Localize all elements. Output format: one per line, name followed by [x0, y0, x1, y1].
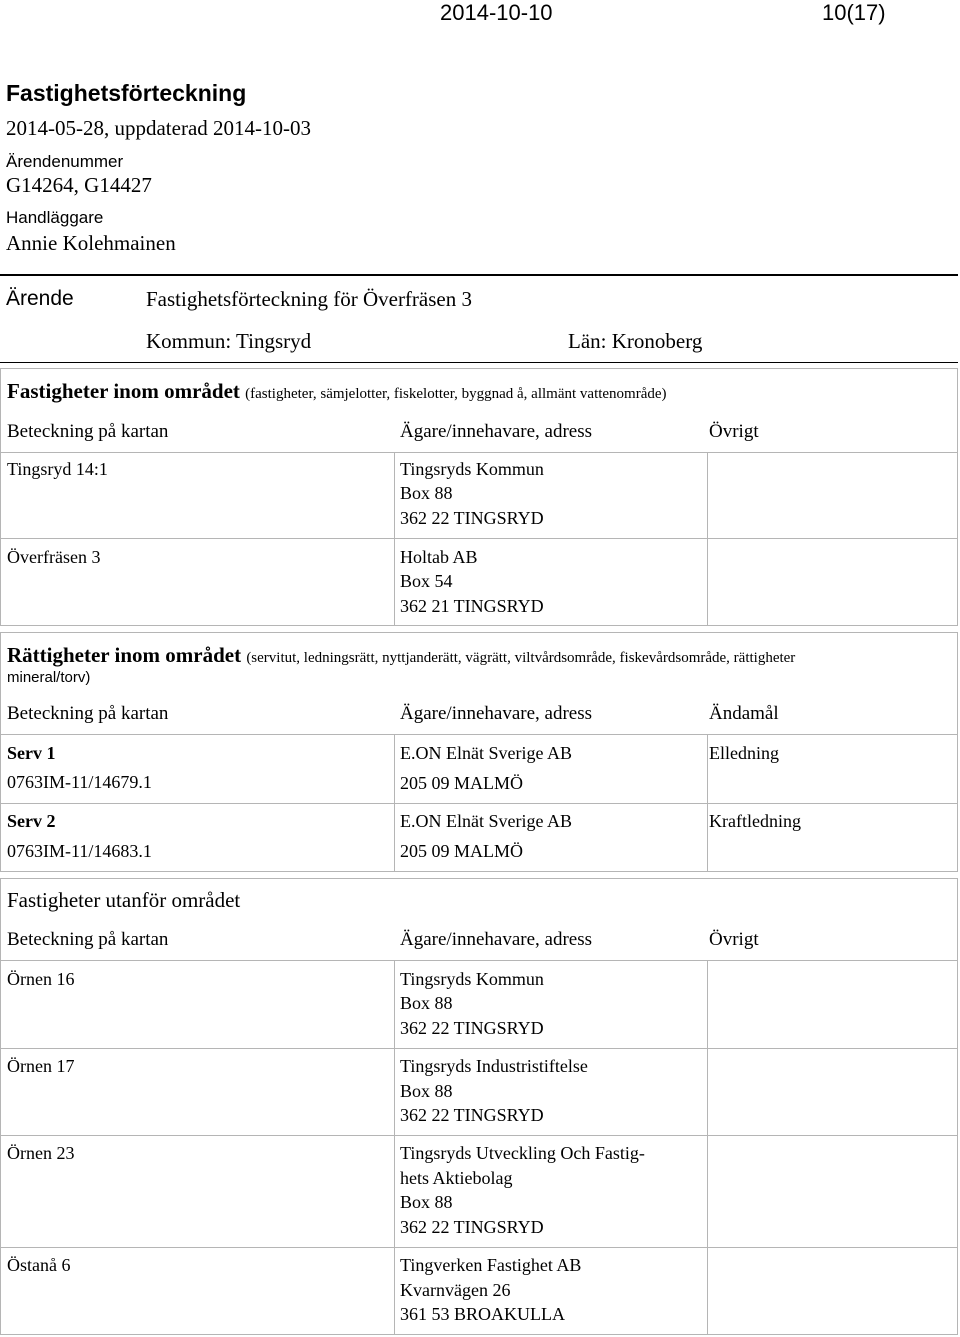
owner-line: 361 53 BROAKULLA [400, 1304, 565, 1324]
section-inside [0, 368, 958, 626]
owner-line: 362 22 TINGSRYD [400, 1217, 544, 1237]
property-name: Örnen 23 [7, 1143, 75, 1163]
owner-line: 362 22 TINGSRYD [400, 508, 544, 528]
owner-line: Box 88 [400, 1192, 453, 1212]
lan: Län: Kronoberg [568, 329, 703, 353]
right-purpose: Kraftledning [709, 811, 801, 831]
owner-line: Tingsryds Kommun [400, 459, 544, 479]
col-header-designation: Beteckning på kartan [7, 703, 169, 724]
case-number-value: G14264, G14427 [6, 173, 152, 197]
arende-title: Fastighetsförteckning för Överfräsen 3 [146, 287, 472, 311]
owner-line: 362 22 TINGSRYD [400, 1018, 544, 1038]
right-code: 0763IM-11/14679.1 [7, 772, 152, 792]
col-header-other: Övrigt [709, 421, 759, 442]
owner-line: Box 88 [400, 993, 453, 1013]
owner-line: Tingsryds Utveckling Och Fastig- [400, 1143, 645, 1163]
col-header-owner: Ägare/innehavare, adress [400, 421, 593, 442]
section-rights-subtitle-cont: mineral/torv) [7, 669, 91, 686]
col-header-other: Övrigt [709, 929, 759, 950]
handler-label: Handläggare [6, 208, 104, 227]
owner-line: Tingverken Fastighet AB [400, 1255, 582, 1275]
right-purpose: Elledning [709, 743, 779, 763]
owner-line: 205 09 MALMÖ [400, 841, 524, 861]
section-outside [0, 878, 958, 1335]
owner-line: Box 88 [400, 1081, 453, 1101]
arende-label: Ärende [6, 287, 74, 310]
case-number-label: Ärendenummer [6, 152, 124, 171]
col-header-owner: Ägare/innehavare, adress [400, 929, 593, 950]
right-name: Serv 1 [7, 743, 56, 763]
owner-line: 362 21 TINGSRYD [400, 596, 544, 616]
section-inside-title: Fastigheter inom området (fastigheter, sämjelotter, fiskelotter, byggnad å, allmänt vattenområde) [7, 379, 667, 403]
document-title: Fastighetsförteckning [6, 80, 247, 106]
col-header-owner: Ägare/innehavare, adress [400, 703, 593, 724]
property-name: Örnen 17 [7, 1056, 75, 1076]
owner-line: E.ON Elnät Sverige AB [400, 743, 572, 763]
owner-line: Box 88 [400, 483, 453, 503]
col-header-purpose: Ändamål [709, 703, 779, 724]
section-outside-title: Fastigheter utanför området [7, 888, 241, 912]
section-inside-subtitle: (fastigheter, sämjelotter, fiskelotter, byggnad å, allmänt vattenområde) [245, 386, 667, 402]
property-name: Tingsryd 14:1 [7, 459, 108, 479]
page-number: 10(17) [822, 0, 886, 25]
owner-line: Holtab AB [400, 547, 478, 567]
owner-line: 362 22 TINGSRYD [400, 1105, 544, 1125]
col-header-designation: Beteckning på kartan [7, 421, 169, 442]
owner-line: Box 54 [400, 571, 453, 591]
property-name: Östanå 6 [7, 1255, 71, 1275]
document-dates: 2014-05-28, uppdaterad 2014-10-03 [6, 116, 312, 140]
right-code: 0763IM-11/14683.1 [7, 841, 152, 861]
header-date: 2014-10-10 [440, 0, 553, 25]
section-rights-subtitle: (servitut, ledningsrätt, nyttjanderätt, vägrätt, viltvårdsområde, fiskevårdsområde, rättigheter [246, 650, 796, 666]
divider [0, 362, 958, 363]
owner-line: hets Aktiebolag [400, 1168, 513, 1188]
owner-line: Tingsryds Industristiftelse [400, 1056, 588, 1076]
section-rights [0, 632, 958, 872]
divider [0, 274, 958, 276]
handler-value: Annie Kolehmainen [6, 231, 176, 255]
right-name: Serv 2 [7, 811, 56, 831]
property-name: Överfräsen 3 [7, 547, 101, 567]
section-rights-title: Rättigheter inom området (servitut, ledningsrätt, nyttjanderätt, vägrätt, viltvårdsområde, fiskevårdsområde, rättigheter [7, 643, 796, 667]
col-header-designation: Beteckning på kartan [7, 929, 169, 950]
owner-line: E.ON Elnät Sverige AB [400, 811, 572, 831]
owner-line: Kvarnvägen 26 [400, 1280, 511, 1300]
owner-line: Tingsryds Kommun [400, 969, 544, 989]
kommun: Kommun: Tingsryd [146, 329, 312, 353]
owner-line: 205 09 MALMÖ [400, 773, 524, 793]
property-name: Örnen 16 [7, 969, 75, 989]
